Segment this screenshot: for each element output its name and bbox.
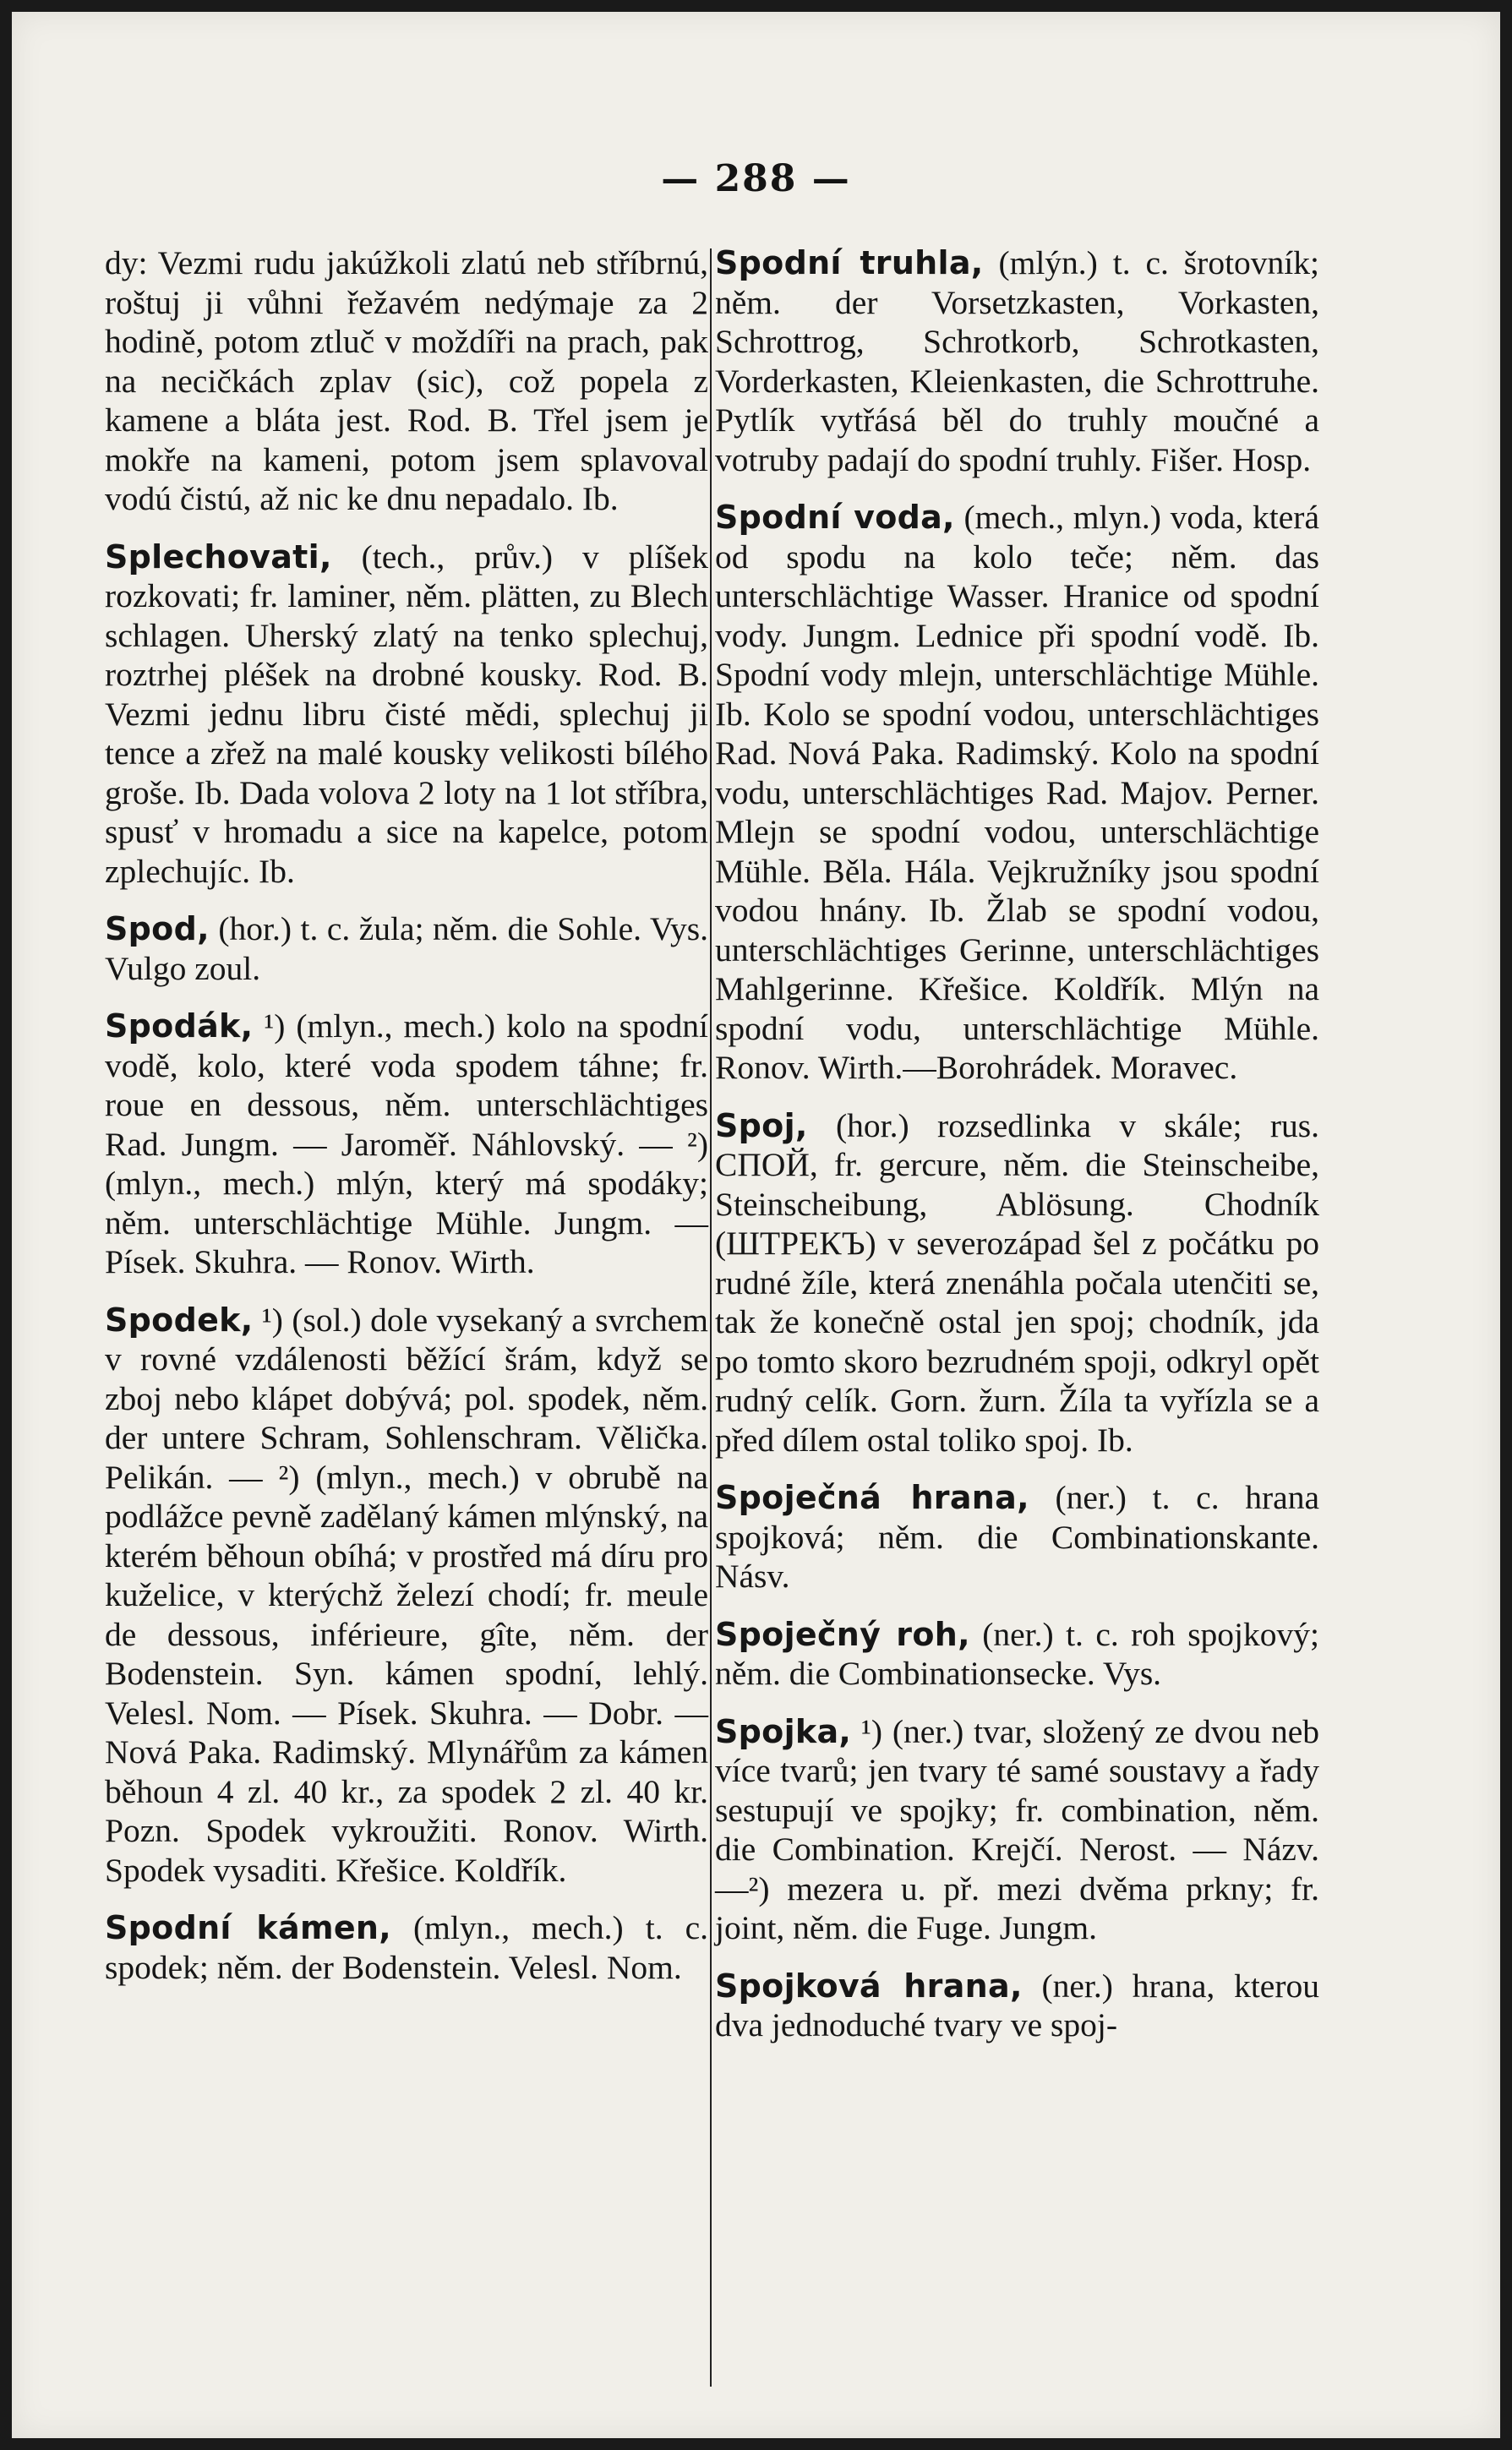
entry-spojecny-roh (715, 1615, 1319, 1694)
entry-headword: Spod, (105, 910, 210, 947)
entry-headword: Spodek, (105, 1301, 254, 1339)
entry-headword: Spodní voda, (715, 499, 955, 536)
entry-text: ¹) (ner.) tvar, složený ze dvou neb více tvarů; jen tvary té samé soustavy a řady sestupují ve spojky; fr. combination, něm. die Combination. Krejčí. Nerost. — Názv. —²) mezera u. př. mezi dvěma prkny; fr. joint, něm. die Fuge. Jungm. (715, 1712, 1319, 1946)
left-column (105, 243, 708, 2005)
entry-spodni-kamen (105, 1908, 708, 1987)
entry-headword: Splechovati, (105, 537, 332, 576)
entry-spodni-voda (715, 498, 1319, 1088)
entry-spojecna-hrana (715, 1478, 1319, 1596)
entry-spojka (715, 1712, 1319, 1948)
entry-text: (ner.) t. c. roh spojkový; něm. die Combinationsecke. Vys. (715, 1615, 1320, 1692)
entry-spodni-truhla (715, 243, 1319, 479)
entry-spoj (715, 1106, 1319, 1460)
entry-text: (mlýn.) t. c. šrotovník; něm. der Vorsetzkasten, Vorkasten, Schrottrog, Schrotkorb, Schrotkasten, Vorderkasten, Kleienkasten, die Schrottruhe. Pytlík vytřásá běl do truhly moučné a votruby padají do spodní truhly. Fišer. Hosp. (715, 244, 1319, 478)
entry-headword: Spojka, (715, 1712, 852, 1750)
entry-text: (ner.) t. c. hrana spojková; něm. die Combinationskante. Násv. (715, 1479, 1320, 1595)
entry-text: (hor.) t. c. žula; něm. die Sohle. Vys. Vulgo zoul. (105, 910, 709, 987)
dictionary-page (12, 12, 1500, 2438)
page-number: — 288 — (661, 157, 851, 200)
entry-text: (hor.) rozsedlinka v skále; rus. СПОЙ, fr. gercure, něm. die Steinscheibe, Steinscheibung, Ablösung. Chodník (ШТРЕКЪ) v severozápad šel z počátku po rudné žíle, která znenáhla počala utenčiti se, tak že konečně ostal jen spoj; chodník, jda po tomto skoro bezrudném spoji, odkryl opět rudný celík. Gorn. žurn. Žíla ta vyřízla se a před dílem ostal toliko spoj. Ib. (715, 1106, 1320, 1459)
entry-text: (mlyn., mech.) t. c. spodek; něm. der Bodenstein. Velesl. Nom. (105, 1909, 708, 1986)
entry-text: (tech., prův.) v plíšek rozkovati; fr. laminer, něm. plätten, zu Blech schlagen. Uherský zlatý na tenko splechuj, roztrhej pléšek na drobné kousky. Rod. B. Vezmi jednu libru čisté mědi, splechuj ji tence a zřež na malé kousky velikosti bílého groše. Ib. Dada volova 2 loty na 1 lot stříbra, spusť v hromadu a sice na kapelce, potom zplechujíc. Ib. (105, 537, 708, 890)
entry-text: (ner.) hrana, kterou dva jednoduché tvary ve spoj- (715, 1967, 1319, 2043)
entry-spojkova-hrana (715, 1967, 1319, 2045)
entry-headword: Spojková hrana, (715, 1967, 1023, 2005)
entry-spodak (105, 1007, 708, 1282)
right-column (715, 243, 1319, 2064)
entry-spod (105, 909, 708, 988)
entry-splechovati (105, 537, 708, 892)
entry-headword: Spodák, (105, 1007, 254, 1045)
entry-text: ¹) (sol.) dole vysekaný a svrchem v rovné vzdálenosti běžící šrám, když se zboj nebo klápet dobývá; pol. spodek, něm. der untere Schram, Sohlenschram. Vělička. Pelikán. — ²) (mlyn., mech.) v obrubě na podlážce pevně zadělaný kámen mlýnský, na kterém běhoun obíhá; v prostřed má díru pro kuželice, v kterýchž železí chodí; fr. meule de dessous, inférieure, gîte, něm. der Bodenstein. Syn. kámen spodní, lehlý. Velesl. Nom. — Písek. Skuhra. — Dobr. — Nová Paka. Radimský. Mlynářům za kámen běhoun 4 zl. 40 kr., za spodek 2 zl. 40 kr. Pozn. Spodek vykroužiti. Ronov. Wirth. Spodek vysaditi. Křešice. Koldřík. (105, 1301, 708, 1889)
entry-spodek (105, 1301, 708, 1891)
entry-headword: Spoj, (715, 1106, 808, 1144)
entry-headword: Spodní truhla, (715, 244, 984, 281)
entry-text: dy: Vezmi rudu jakúžkoli zlatú neb stříbrnú, roštuj ji vůhni řežavém nedýmaje za 2 hodině, potom ztluč v moždíři na prach, pak na necičkách zplav (sic), což popela z kamene a bláta jest. Rod. B. Třel jsem je mokře na kameni, potom jsem splavoval vodú čistú, až nic ke dnu nepadalo. Ib. (105, 244, 708, 517)
column-divider (710, 248, 712, 2387)
entry-dy-continuation (105, 243, 708, 519)
entry-text: ¹) (mlyn., mech.) kolo na spodní vodě, kolo, které voda spodem táhne; fr. roue en dessous, něm. unterschlächtiges Rad. Jungm. — Jaroměř. Náhlovský. — ²) (mlyn., mech.) mlýn, který má spodáky; něm. unterschlächtige Mühle. Jungm. — Písek. Skuhra. — Ronov. Wirth. (105, 1007, 708, 1280)
entry-headword: Spoječná hrana, (715, 1479, 1029, 1516)
entry-headword: Spoječný roh, (715, 1615, 970, 1653)
entry-text: (mech., mlyn.) voda, která od spodu na kolo teče; něm. das unterschlächtige Wasser. Hranice od spodní vody. Jungm. Lednice při spodní vodě. Ib. Spodní vody mlejn, unterschlächtige Mühle. Ib. Kolo se spodní vodou, unterschlächtiges Rad. Nová Paka. Radimský. Kolo na spodní vodu, unterschlächtiges Rad. Majov. Perner. Mlejn se spodní vodou, unterschlächtige Mühle. Běla. Hála. Vejkružníky jsou spodní vodou hnány. Ib. Žlab se spodní vodou, unterschlächtiges Gerinne, unterschlächtiges Mahlgerinne. Křešice. Koldřík. Mlýn na spodní vodu, unterschlächtige Mühle. Ronov. Wirth.—Borohrádek. Moravec. (715, 499, 1319, 1086)
entry-headword: Spodní kámen, (105, 1909, 391, 1946)
